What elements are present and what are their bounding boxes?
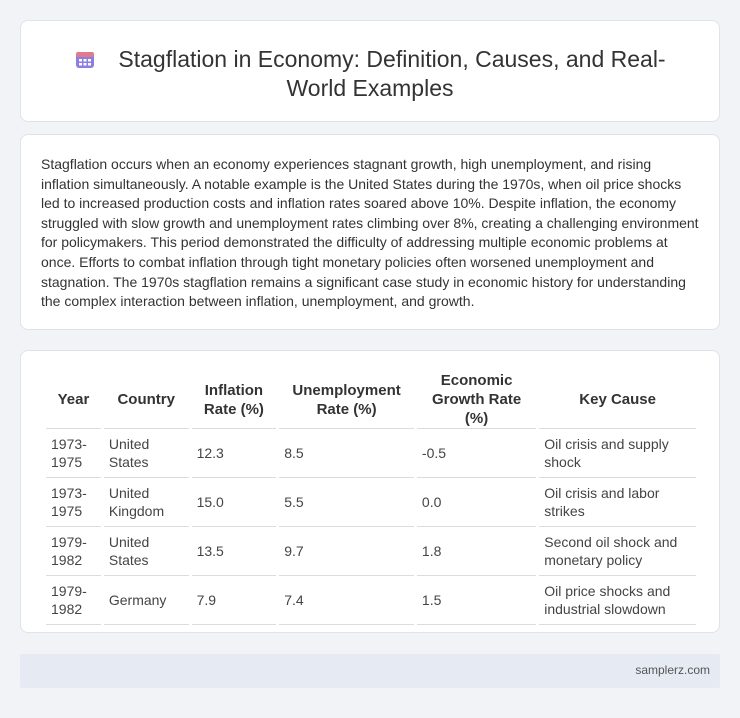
cell-country: United Kingdom bbox=[104, 478, 189, 527]
table-header-row bbox=[46, 371, 696, 429]
cell-key-cause: Oil price shocks and industrial slowdown bbox=[539, 576, 696, 625]
calendar-icon bbox=[74, 48, 96, 70]
intro-paragraph: Stagflation occurs when an economy experiences stagnant growth, high unemployment, and rising inflation simultaneously. A notable example is the United States during the 1970s, when oil price shocks led to increased production costs and inflation rates soared above 10%. Despite inflation, the economy struggled with slow growth and unemployment rates climbing over 8%, creating a challenging environment for policymakers. This period demonstrated the difficulty of addressing multiple economic problems at once. Efforts to combat inflation through tight monetary policies often worsened unemployment and stagnation. The 1970s stagflation remains a significant case study in economic history for understanding the complex interaction between inflation, unemployment, and growth. bbox=[41, 156, 699, 310]
cell-unemployment: 9.7 bbox=[279, 527, 414, 576]
cell-inflation: 12.3 bbox=[192, 429, 277, 478]
cell-unemployment: 8.5 bbox=[279, 429, 414, 478]
footer-site-link[interactable]: samplerz.com bbox=[635, 663, 710, 677]
cell-growth: 1.8 bbox=[417, 527, 536, 576]
cell-inflation: 7.9 bbox=[192, 576, 277, 625]
cell-country: United States bbox=[104, 429, 189, 478]
header-growth: Economic Growth Rate (%) bbox=[417, 371, 536, 429]
table-card bbox=[20, 350, 720, 633]
cell-inflation: 15.0 bbox=[192, 478, 277, 527]
header-inflation: Inflation Rate (%) bbox=[192, 371, 277, 429]
page-title: Stagflation in Economy: Definition, Causes, and Real-World Examples bbox=[118, 46, 666, 101]
cell-year: 1973-1975 bbox=[46, 478, 101, 527]
cell-year: 1973-1975 bbox=[46, 429, 101, 478]
table-row bbox=[46, 478, 696, 527]
cell-inflation: 13.5 bbox=[192, 527, 277, 576]
cell-key-cause: Oil crisis and labor strikes bbox=[539, 478, 696, 527]
cell-country: United States bbox=[104, 527, 189, 576]
cell-growth: -0.5 bbox=[417, 429, 536, 478]
intro-card bbox=[20, 134, 720, 330]
table-row bbox=[46, 429, 696, 478]
header-country: Country bbox=[104, 371, 189, 429]
cell-key-cause: Second oil shock and monetary policy bbox=[539, 527, 696, 576]
cell-key-cause: Oil crisis and supply shock bbox=[539, 429, 696, 478]
cell-year: 1979-1982 bbox=[46, 527, 101, 576]
header-year: Year bbox=[46, 371, 101, 429]
page-title-wrap bbox=[61, 45, 679, 103]
stagflation-table bbox=[43, 371, 699, 625]
header-unemployment: Unemployment Rate (%) bbox=[279, 371, 414, 429]
cell-growth: 1.5 bbox=[417, 576, 536, 625]
table-row bbox=[46, 527, 696, 576]
footer-bar bbox=[20, 654, 720, 688]
table-row bbox=[46, 576, 696, 625]
cell-country: Germany bbox=[104, 576, 189, 625]
cell-year: 1979-1982 bbox=[46, 576, 101, 625]
header-key-cause: Key Cause bbox=[539, 371, 696, 429]
cell-unemployment: 7.4 bbox=[279, 576, 414, 625]
cell-growth: 0.0 bbox=[417, 478, 536, 527]
cell-unemployment: 5.5 bbox=[279, 478, 414, 527]
title-card bbox=[20, 20, 720, 122]
